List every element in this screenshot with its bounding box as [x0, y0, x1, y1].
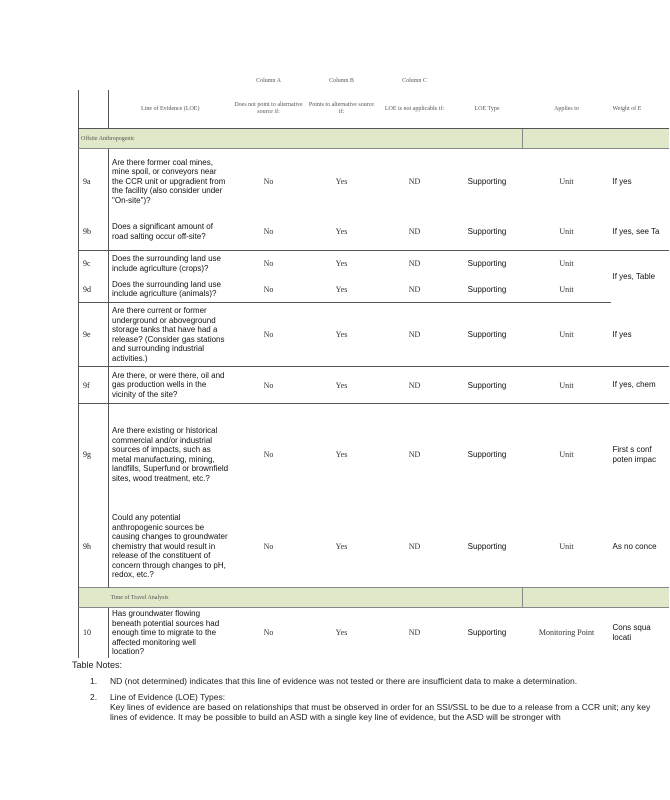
cell-column-c: ND — [378, 277, 452, 303]
note-item — [72, 692, 651, 722]
notes-title: Table Notes: — [72, 660, 123, 670]
cell-column-b: Yes — [306, 214, 378, 251]
cell-column-c: ND — [408, 541, 421, 551]
note-item — [72, 676, 632, 686]
cell-loe-type: Supporting — [452, 303, 523, 367]
note-heading: Line of Evidence (LOE) Types: — [110, 692, 226, 702]
row-number: 9b — [79, 214, 109, 251]
cell-column-c: ND — [408, 176, 421, 186]
note-number: 2. — [90, 692, 98, 702]
weight-header: Weight of E — [611, 90, 669, 129]
cell-column-c: ND — [408, 628, 421, 638]
cell-weight: If yes — [611, 303, 669, 367]
cell-loe-type: Supporting — [467, 176, 507, 186]
cell-applies-to: Unit — [523, 214, 611, 251]
column-a-header: Column A — [256, 78, 281, 84]
note-text: ND (not determined) indicates that this line of evidence was not tested or there are insufficient data to make a determination. — [110, 676, 578, 686]
cell-loe-type: Supporting — [452, 367, 523, 404]
row-question: Does the surrounding land use include agriculture (crops)? — [109, 251, 232, 277]
cell-loe-type: Supporting — [467, 259, 507, 269]
cell-column-a: No — [263, 259, 274, 269]
cell-column-c: ND — [408, 259, 421, 269]
row-number: 9h — [79, 506, 109, 588]
cell-column-a: No — [232, 277, 306, 303]
loe-header: Line of Evidence (LOE) — [109, 90, 232, 129]
cell-weight: If yes, chem — [611, 367, 669, 404]
cell-column-c: ND — [378, 367, 452, 404]
cell-weight: If yes — [612, 176, 632, 186]
column-c-condition: LOE is not applicable if: — [378, 90, 452, 129]
column-c-header: Column C — [402, 78, 427, 84]
applies-to-header: Applies to — [523, 90, 611, 129]
cell-column-a: No — [232, 214, 306, 251]
note-number: 1. — [90, 676, 98, 686]
cell-weight: If yes, see Ta — [611, 214, 669, 251]
cell-applies-to: Unit — [523, 277, 611, 303]
cell-weight: If yes, Table — [612, 272, 656, 281]
loe-table — [78, 72, 669, 658]
row-number: 9d — [79, 277, 109, 303]
cell-column-c: ND — [408, 450, 421, 460]
cell-applies-to: Unit — [559, 450, 574, 460]
row-question: Does a significant amount of road salting occur off-site? — [109, 214, 232, 251]
cell-column-b: Yes — [306, 367, 378, 404]
column-a-condition: Does not point to alternative source if: — [232, 90, 306, 129]
cell-loe-type: Supporting — [452, 277, 523, 303]
cell-applies-to: Unit — [523, 303, 611, 367]
cell-applies-to: Unit — [523, 367, 611, 404]
cell-column-b: Yes — [335, 541, 348, 551]
row-number: 9c — [79, 251, 109, 277]
section-time-of-travel: Time of Travel Analysis — [109, 588, 232, 608]
row-number: 10 — [79, 608, 109, 658]
cell-column-b: Yes — [335, 628, 348, 638]
cell-column-b: Yes — [306, 277, 378, 303]
cell-column-b: Yes — [306, 303, 378, 367]
cell-loe-type: Supporting — [467, 541, 507, 551]
row-number: 9a — [79, 149, 109, 214]
loe-type-header: LOE Type — [452, 90, 523, 129]
row-number: 9e — [79, 303, 109, 367]
row-question: Are there, or were there, oil and gas production wells in the vicinity of the site? — [109, 367, 232, 404]
row-question: Could any potential anthropogenic sources be causing changes to groundwater chemistry that would result in release of the constituent of concern through changes to pH, redox, etc.? — [109, 506, 232, 588]
cell-applies-to: Unit — [559, 176, 574, 186]
cell-column-c: ND — [378, 303, 452, 367]
cell-applies-to: Monitoring Point — [538, 628, 595, 638]
cell-weight: Cons squa locati — [612, 623, 651, 642]
cell-applies-to: Unit — [559, 541, 574, 551]
cell-column-b: Yes — [335, 176, 348, 186]
cell-column-b: Yes — [335, 259, 348, 269]
section-offsite: Offsite Anthropogenic — [79, 129, 232, 149]
cell-weight: First s conf poten impac — [612, 445, 657, 464]
note-text: Key lines of evidence are based on relationships that must be observed in order for an SSI/SSL to be due to a release from a CCR unit; any key lines of evidence. It may be possible to build an ASD with a single key line of evidence, but the ASD will be stronger with — [110, 702, 651, 722]
cell-loe-type: Supporting — [467, 628, 507, 638]
cell-applies-to: Unit — [559, 259, 574, 269]
row-question: Has groundwater flowing beneath potential sources had enough time to migrate to the affected monitoring well location? — [109, 608, 232, 658]
row-question: Are there former coal mines, mine spoil, or conveyors near the CCR unit or upgradient from the facility (also consider under "On-site")? — [109, 149, 232, 214]
cell-column-c: ND — [378, 214, 452, 251]
column-b-condition: Points to alternative source if: — [306, 90, 378, 129]
table-notes — [72, 660, 651, 728]
cell-loe-type: Supporting — [467, 450, 507, 460]
cell-column-a: No — [232, 367, 306, 404]
cell-column-a: No — [263, 176, 274, 186]
cell-weight: As no conce — [612, 541, 657, 551]
cell-loe-type: Supporting — [452, 214, 523, 251]
cell-column-b: Yes — [335, 450, 348, 460]
row-question: Are there existing or historical commercial and/or industrial sources of impacts, such as metal manufacturing, mining, landfills, Superfund or brownfield sites, wood treatment, etc.? — [109, 404, 232, 506]
row-question: Are there current or former underground or aboveground storage tanks that have had a release? (Consider gas stations and surrounding industrial activities.) — [109, 303, 232, 367]
row-number: 9f — [79, 367, 109, 404]
row-number: 9g — [79, 404, 109, 506]
cell-column-a: No — [263, 628, 274, 638]
row-question: Does the surrounding land use include agriculture (animals)? — [109, 277, 232, 303]
cell-column-a: No — [232, 303, 306, 367]
column-b-header: Column B — [329, 78, 354, 84]
cell-column-a: No — [263, 450, 274, 460]
cell-column-a: No — [263, 541, 274, 551]
